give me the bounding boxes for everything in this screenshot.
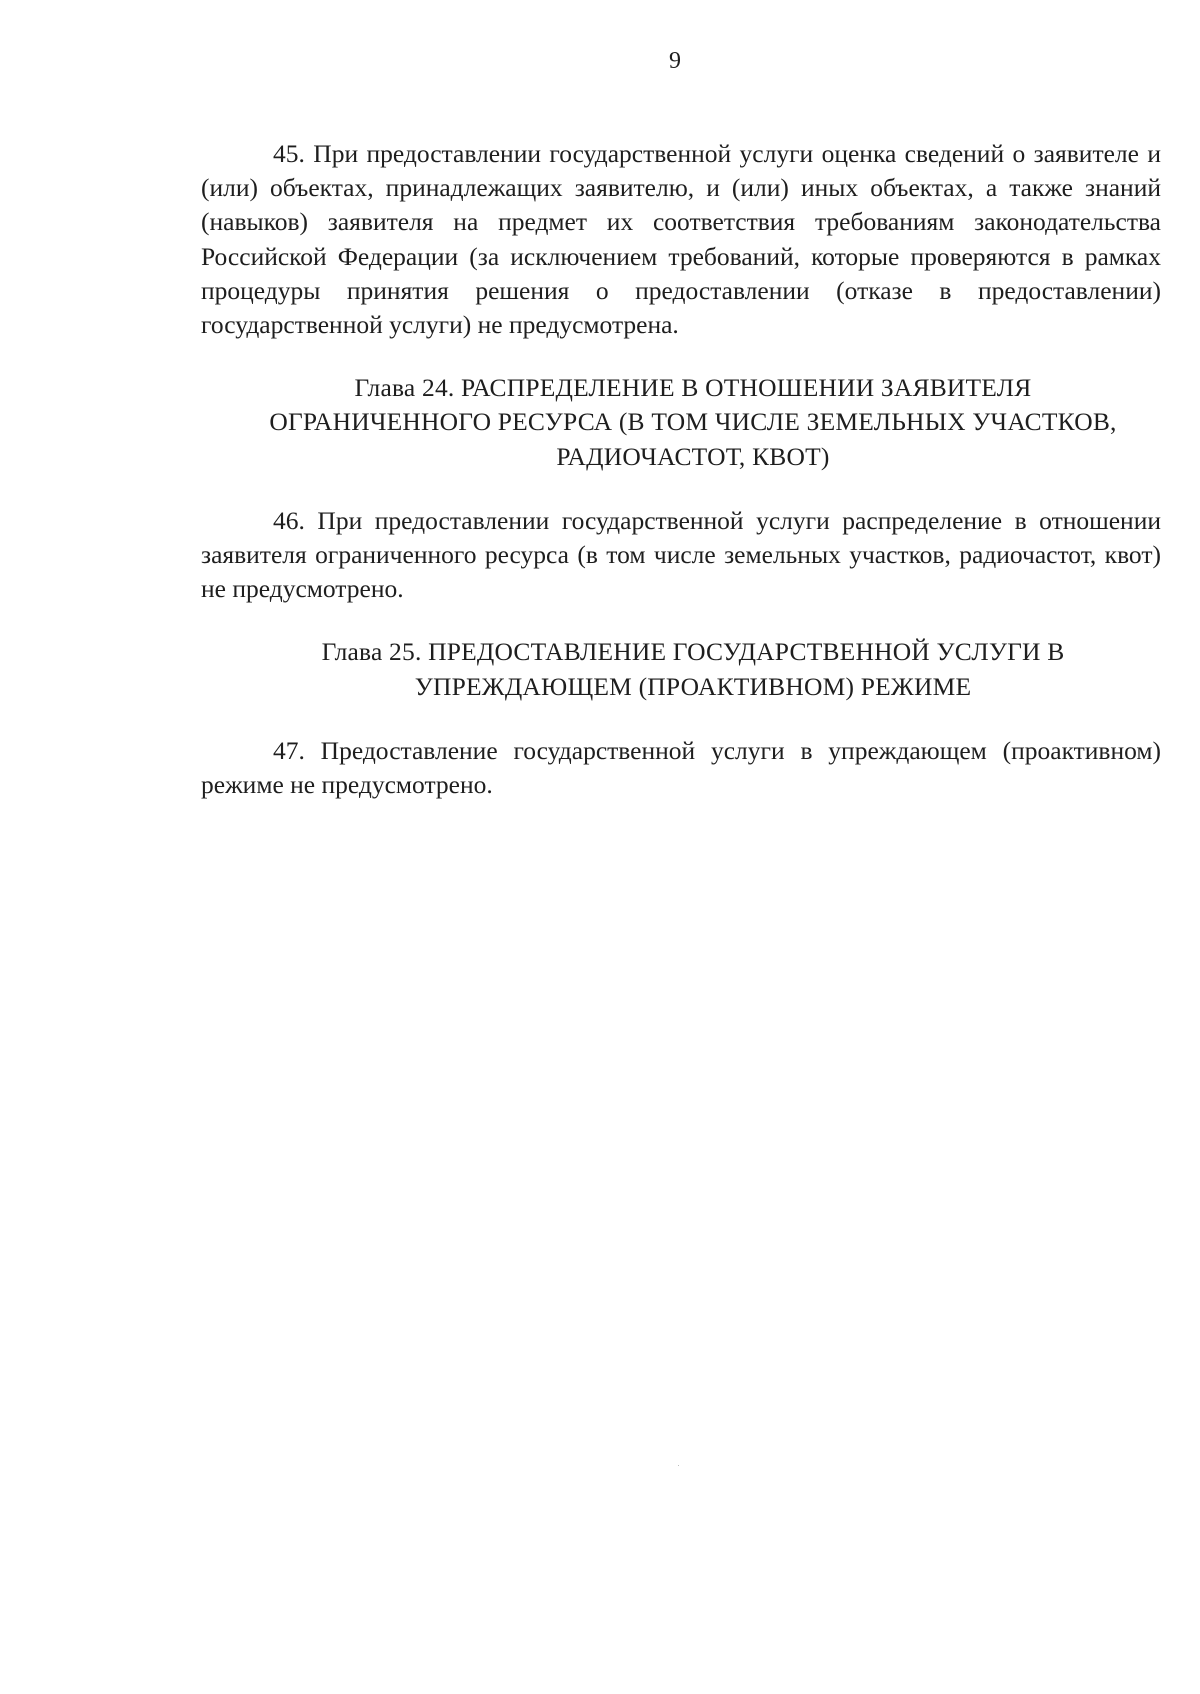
page-number: 9 <box>669 48 681 74</box>
paragraph-47: 47. Предоставление государственной услуги в упреждающем (проактивном) режиме не предусмотрено. <box>201 735 1161 800</box>
chapter-25-heading-line-1: Глава 25. ПРЕДОСТАВЛЕНИЕ ГОСУДАРСТВЕННОЙ УСЛУГИ В <box>321 637 1065 667</box>
document-body <box>201 137 1161 802</box>
chapter-24-heading <box>201 371 1161 474</box>
paragraph-45: 45. При предоставлении государственной услуги оценка сведений о заявителе и (или) объектах, принадлежащих заявителю, и (или) иных объектах, а также знаний (навыков) заявителя на предмет их соответствия требованиям законодательства Российской Федерации (за исключением требований, которые проверяются в рамках процедуры принятия решения о предоставлении (отказе в предоставлении) государственной услуги) не предусмотрена. <box>201 139 1161 340</box>
scan-artifact-dot <box>678 1465 679 1466</box>
chapter-24-heading-line-2: ОГРАНИЧЕННОГО РЕСУРСА (В ТОМ ЧИСЛЕ ЗЕМЕЛЬНЫХ УЧАСТКОВ, <box>269 407 1117 437</box>
chapter-24-heading-line-1: Глава 24. РАСПРЕДЕЛЕНИЕ В ОТНОШЕНИИ ЗАЯВИТЕЛЯ <box>354 373 1032 403</box>
paragraph-46: 46. При предоставлении государственной услуги распределение в отношении заявителя ограниченного ресурса (в том числе земельных участков, радиочастот, квот) не предусмотрено. <box>201 505 1161 604</box>
chapter-25-heading-line-2: УПРЕЖДАЮЩЕМ (ПРОАКТИВНОМ) РЕЖИМЕ <box>414 671 972 701</box>
chapter-24-heading-line-3: РАДИОЧАСТОТ, КВОТ) <box>556 441 830 471</box>
chapter-25-heading <box>201 635 1161 703</box>
